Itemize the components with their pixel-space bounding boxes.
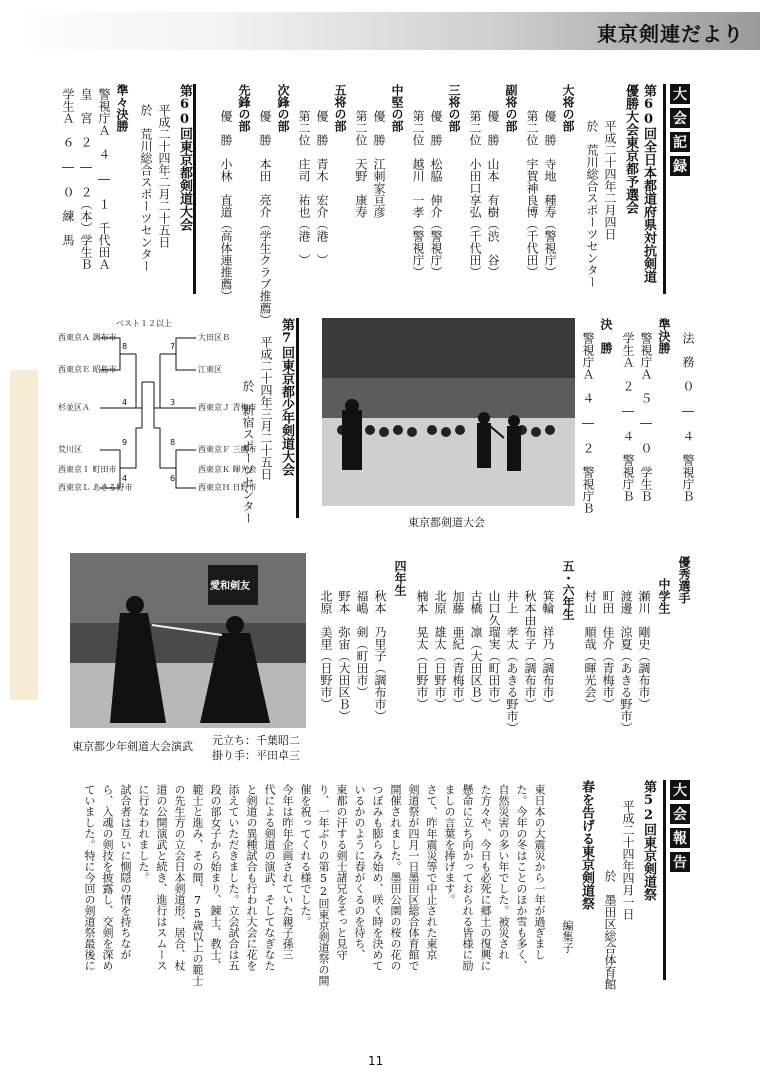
photo-graphic [322,318,575,506]
t1-row: 第二位 越川 一孝（警視庁） [411,110,425,278]
photo-youth-kendo-demonstration [70,553,306,728]
t3-date: 平成二十四年三月二十五日 [259,336,273,480]
report-body-line: ていました。特に今回の剣道祭最後に [83,784,96,971]
bracket-score: 4 [122,398,128,407]
excellent-title: 優秀選手 [677,556,691,604]
t1-row: 第二位 宇賀神良博（千代田） [525,110,539,278]
report-body-line: 剣道祭が四月一日墨田区総合体育館で [407,784,420,971]
t2-venue: 於 荒川総合スポーツセンター [139,104,153,272]
t2c-row: 法 務 ０ ― ４ 警視庁Ｂ [681,332,695,502]
t1-title-1: 第60回全日本都道府県対抗剣道 [641,84,656,283]
t2-title: 第60回東京都剣道大会 [177,84,192,231]
t2c-final-row: 警視庁Ａ ４ ― ２ 警視庁Ｂ [581,332,595,514]
t2-qf-row: 皇 宮 ２ ― ２（本）学生Ｂ [79,88,93,270]
t1-part: 大将の部 [561,84,575,132]
excellent-middle: 村山 順哉（暉光会） [583,590,597,710]
bracket-score: 6 [170,474,176,483]
t1-part: 三将の部 [447,84,461,132]
report-body-line: さて、昨年震災等で中止された東京 [425,784,438,960]
t2-qf-row: 警視庁Ａ ４ ― １ 千代田Ａ [97,88,111,270]
excellent-grade4: 野本 弥宙（大田区Ｂ） [337,590,351,722]
report-body-line: と剣道の異種試合も行われ大会に花を [245,784,258,971]
report-body-line: ましの言葉を捧げます。 [443,784,456,905]
t1-part: 五将の部 [333,84,347,132]
record-tag-char: 記 [670,132,690,152]
report-tag-char: 告 [670,852,690,872]
report-body-line: た方々や、今日も必死に郷土の復興に [479,784,492,971]
excellent-grade4-label: 四年生 [393,560,407,596]
excellent-grade56: 山口久瑠実（町田市） [487,590,501,710]
excellent-middle: 瀬川 剛史（調布市） [637,590,651,710]
report-body-line: た。今年の冬はことのほか雪も多く、 [515,784,528,971]
bracket-team: 江東区 [198,365,222,374]
header-title: 東京剣連だより [597,22,744,46]
excellent-grade56: 井上 孝太（あきる野市） [505,590,519,734]
report-rule [663,780,666,980]
report-body-line: 添えていただきました。立会試合は五 [227,784,240,971]
excellent-grade56: 古橋 凛（大田区Ｂ） [469,590,483,710]
bracket-score: 3 [170,398,176,407]
record-rule [663,84,666,294]
report-body-line: 今年は昨年企画されていた親子孫三 [281,784,294,960]
t1-row: 優 勝 寺地 種寿（警視庁） [543,110,557,278]
photo-bottom-credit-2: 掛り手：平田卓三 [212,749,300,762]
report-body-line: 代による剣道の演武、そしてなぎなた [263,784,276,971]
t1-row: 第二位 小田口享弘（千代田） [468,110,482,278]
report-body-line: 段の部女子から始まり、錬士、教士、 [209,784,222,971]
t3-rule [296,318,299,518]
page-number: 11 [368,1054,384,1068]
photo-graphic [70,553,306,728]
t2-qf-label: 準々決勝 [115,84,129,132]
report-tag [670,780,690,872]
report-body-line: いるかのように春がくるのを待ち、 [353,784,366,960]
photo-top-caption: 東京都剣道大会 [408,516,485,529]
report-body-line: 懸命に立ち向かっておられる皆様に励 [461,784,474,971]
report-venue: 於 墨田区総合体育館 [603,870,617,990]
t1-venue: 於 荒川総合スポーツセンター [585,120,599,288]
bracket-team: 西東京Ａ 調布市 [58,333,117,342]
t1-part: 先鋒の部 [237,84,251,132]
bracket-score: 8 [122,342,128,351]
bracket-caption: ベスト１２以上 [116,319,172,328]
report-title: 第52回東京剣道祭 [641,780,656,901]
excellent-grade56-label: 五・六年生 [561,560,575,620]
report-body [68,784,546,1046]
report-headline: 春を告げる東京剣道祭 [579,780,594,910]
excellent-middle: 町田 佳介（青梅市） [601,590,615,710]
bracket-team: 西東京Ｊ 青梅市 [198,403,257,412]
report-body-line: 東都の汗する剣士諸兄をそっと見守 [335,784,348,960]
t1-row: 優 勝 松脇 伸介（警視庁） [429,110,443,278]
report-author: 編集子 [561,920,574,953]
bracket-score: 7 [170,342,176,351]
record-tag-char: 会 [670,108,690,128]
t1-row: 優 勝 江刺家亘彦 [372,110,386,218]
t1-title-2: 優勝大会東京都予選会 [623,84,638,214]
report-body-line: 道の公開演武と続き、進行はスムース [155,784,168,971]
bracket-team: 西東京Ｅ 昭島市 [58,365,117,374]
t2c-final-label: 決 勝 [599,318,613,354]
photo-tokyo-kendo-tournament [322,318,575,506]
excellent-grade56: 加藤 亜紀（青梅市） [451,590,465,710]
t2-date: 平成二十四年二月二十五日 [157,104,171,248]
t1-row: 第二位 庄司 祐也（港 ） [297,110,311,266]
photo-bottom-credit-1: 元立ち：千葉昭二 [212,734,300,747]
record-tag-char: 録 [670,156,690,176]
excellent-grade4: 秋本 乃里子（調布市） [373,590,387,722]
bracket-team: 杉並区Ａ [58,403,90,412]
t2c-semi-row: 警視庁Ａ ５ ― ０ 学生Ｂ [639,332,653,502]
excellent-grade56: 楠本 晃太（日野市） [415,590,429,710]
report-body-line: 範士と進み、その間、75歳以上の範士 [191,784,204,986]
report-body-line: り、一年ぶりの第52回東京剣道祭の開 [317,784,330,986]
t2-qf-row: 学生Ａ ６ ― ０ 練 馬 [61,88,75,246]
t1-row: 第二位 天野 康寿 [354,110,368,218]
bracket-team: 西東京Ｈ 日野市 [198,483,257,492]
report-body-line: 自然災害の多い年でした。被災され [497,784,510,960]
excellent-grade56: 北原 雄太（日野市） [433,590,447,710]
bracket-team: 荒川区 [58,445,82,454]
t1-part: 中堅の部 [390,84,404,132]
excellent-grade56: 秋本由布子（調布市） [523,590,537,710]
report-date: 平成二十四年四月一日 [621,800,635,920]
t1-row: 優 勝 青木 宏介（港 ） [315,110,329,266]
t3-title: 第7回東京都少年剣道大会 [279,318,294,476]
report-tag-char: 会 [670,804,690,824]
bracket-team: 西東京Ｆ 三鷹市 [198,445,257,454]
excellent-grade4: 福嶋 剣（町田市） [355,590,369,698]
t1-date: 平成二十四年二月四日 [603,120,617,240]
bracket-team: 西東京Ｋ 暉光会 [198,465,257,474]
report-tag-char: 大 [670,780,690,800]
t1-row: 優 勝 本田 亮介（学生クラブ推薦） [258,110,272,326]
bracket-score: 4 [122,474,128,483]
photo-bottom-caption: 東京都少年剣道大会演武 [72,740,193,753]
report-tag-char: 報 [670,828,690,848]
t1-part: 次鋒の部 [276,84,290,132]
bracket-score: 8 [170,438,176,447]
bracket-team: 西東京Ｌ あきる野市 [58,483,133,492]
excellent-grade56: 箕輪 祥乃（調布市） [541,590,555,710]
bracket-team: 西東京Ｉ 町田市 [58,465,117,474]
t3-venue: 於 新宿スポーツセンター [241,380,255,524]
report-body-line: つぼみも膨らみ始め、咲く時を決めて [371,784,384,971]
excellent-grade4: 北原 美里（日野市） [319,590,333,710]
photo-banner-text: 愛和剣友 [210,581,250,592]
report-body-line: ら、入魂の剣技を披露し、交剣を深め [101,784,114,971]
report-body-line: に行なわれました。 [137,784,150,883]
bracket-score: 9 [122,438,128,447]
excellent-middle: 渡邊 涼夏（あきる野市） [619,590,633,734]
side-strip [10,370,38,700]
t1-row: 優 勝 小林 直道（高体連推薦） [219,110,233,302]
t2c-semi-label: 準決勝 [657,318,671,354]
t2c-semi-row: 学生Ａ ２ ― ４ 警視庁Ｂ [621,332,635,502]
report-body-line: 催を祝ってくれる様でした。 [299,784,312,927]
report-body-line: 東日本の大震災から一年が過ぎまし [533,784,546,960]
report-body-line: 開催されました。墨田公園の桜の花の [389,784,402,971]
report-body-line: の先生方の立会日本剣道形、居合、杖 [173,784,186,971]
record-tag-char: 大 [670,84,690,104]
record-tag [670,84,690,176]
t2-rule [193,84,196,294]
t1-part: 副将の部 [504,84,518,132]
report-body-line: 試合者は互いに惻隠の情を持ちなが [119,784,132,960]
t1-row: 優 勝 山本 有樹（渋 谷） [486,110,500,278]
bracket-team: 大田区Ｂ [198,333,230,342]
excellent-middle-label: 中学生 [657,578,671,614]
